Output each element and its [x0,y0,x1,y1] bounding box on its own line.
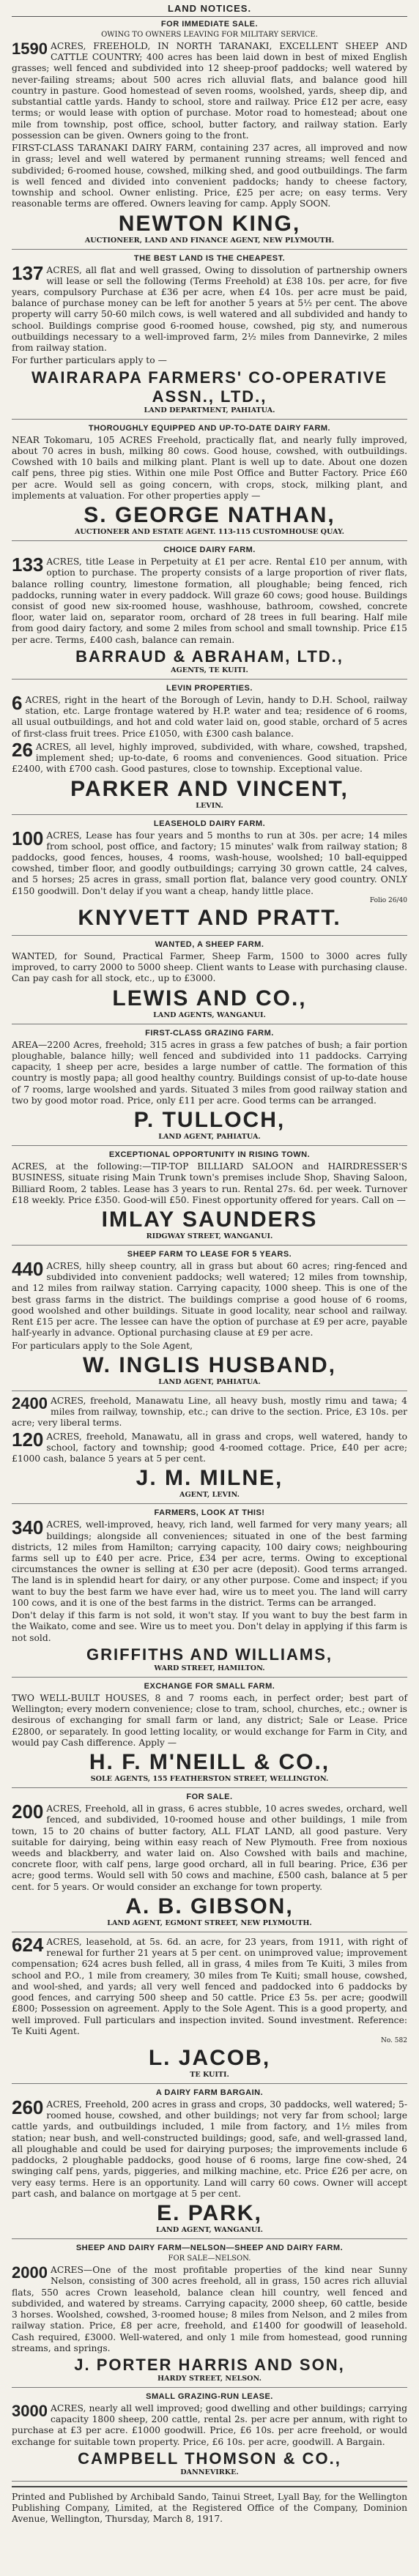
ad-text: WANTED, for Sound, Practical Farmer, Sheep Farm, 1500 to 3000 acres fully improved, to carry 2000 to 5000 sheep. Client wants to Lease with purchasing clause. Can pay cash for all stock, etc., up to £3000. [12,950,407,984]
ad-title: EXCEPTIONAL OPPORTUNITY IN RISING TOWN. [108,1150,311,1160]
ad-tail-text: For further particulars apply to — [12,355,167,366]
ad-title: THOROUGHLY EQUIPPED AND UP-TO-DATE DAIRY FARM. [88,423,331,433]
ad-text: ACRES, all flat and well grassed, Owing to dissolution of partnership owners will lease or sell the following (Terms Freehold) at £38 10s. per acre, for five years, compulsory Purchase at £36 per acre, when £4 10s. per acre must be paid, balance of purchase money can be left for another 5 years at 5½ per cent. The above property will carry 50-60 milch cows, is well watered and all subdivided and handy to school. Buildings comprise good 6-roomed house, cowshed, pig sty, and numerous outbuildings necessary to a well-improved farm, 2½ miles from Dannevirke, 2 miles from railway station. [12,264,407,354]
advertiser-name: E. PARK, [157,2201,262,2226]
advertiser-name: W. INGLIS HUSBAND, [82,1352,336,1377]
advertiser-address: AGENT, LEVIN. [179,1491,240,1500]
advertisement [12,546,407,674]
ad-separator [12,2238,407,2239]
advertisement [12,2244,407,2383]
ad-separator [12,249,407,250]
advertiser-name: WAIRARAPA FARMERS' CO-OPERATIVE ASSN., LTD., [31,368,388,406]
lead-figure: 260 [12,2096,44,2119]
ad-title: FOR IMMEDIATE SALE. [160,20,259,29]
lead-figure: 120 [12,1428,44,1451]
advertiser-address: AUCTIONEER AND ESTATE AGENT. 113-115 CUSTOMHOUSE QUAY. [74,528,344,537]
advertiser-name: PARKER AND VINCENT, [70,776,349,801]
advertisement [12,1508,407,1672]
ad-tail-text: FIRST-CLASS TARANAKI DAIRY FARM, containing 237 acres, all improved and now in grass; level and well watered by permanent running streams; well fenced and subdivided; 6-roomed house, cowshed, milking shed, and good outbuildings. The farm is well fenced and divided into convenient paddocks; handy to cheese factory, township and school. Owner enlisting. Price, £25 per acre; on easy terms. Very reasonable terms are offered. Owners leaving for camp. Apply SOON. [12,143,407,209]
ad-text: ACRES, nearly all well improved; good dwelling and other buildings; carrying capacity 1800 sheep, 200 cattle, rental 2s. per acre per annum, with right to purchase at £3 per acre. £1000 goodwill. Price, £6 10s. per acre freehold, or would exchange for suitable town property. Price, £6 10s. per acre, goodwill. A Bargain. [12,2403,407,2447]
ad-text: ACRES, leasehold, at 5s. 6d. an acre, for 23 years, from 1911, with right of renewal for further 21 years at 5 per cent. on unimproved value; improvement compensation; 624 acres bush felled, all in grass, 4 miles from Te Kuiti, 3 miles from school and P.O., 1 mile from creamery, 30 miles from Te Kuiti; small house, cowshed, and wool-shed, and yards; all very well fenced and paddocked into 6 paddocks by good fences, and carrying 500 sheep and 50 cattle. Price £3 5s. per acre; goodwill £800; Possession on agreement. Apply to the Sole Agent. This is a good property, and well improved. Full particulars and inspection invited. Sound investment. Reference: Te Kuiti Agent. [12,1936,407,2036]
advertiser-name: J. M. MILNE, [136,1466,283,1491]
ad-title: LEVIN PROPERTIES. [166,683,253,693]
advertiser-address: RIDGWAY STREET, WANGANUI. [146,1232,273,1240]
advertiser-address: WARD STREET, HAMILTON. [154,1664,265,1672]
lead-figure: 133 [12,554,44,576]
ad-title: SHEEP FARM TO LEASE FOR 5 YEARS. [127,1250,292,1259]
ad-body [12,1258,407,1339]
advertiser-address: AUCTIONEER, LAND AND FINANCE AGENT, NEW PLYMOUTH. [84,236,335,245]
ad-title: SHEEP AND DAIRY FARM—NELSON—SHEEP AND DAIRY FARM. [75,2244,344,2253]
advertisement [12,2088,407,2234]
advertiser-name: NEWTON KING, [118,211,301,236]
section-header: LAND NOTICES. [167,3,252,14]
lead-figure: 26 [12,738,33,761]
ad-body [12,1393,407,1429]
lead-figure: 340 [12,1516,44,1539]
lead-figure: 100 [12,827,44,849]
advertisement [12,940,407,1019]
advertiser-address: LAND AGENT, EGMONT STREET, NEW PLYMOUTH. [107,1918,312,1927]
ad-separator [12,2481,407,2482]
ad-tail-text: Don't delay if this farm is not sold, it won't stay. If you want to buy the best farm in the Waikato, come and see. Wire us to meet you. Don't delay in applying if this farm is not sold. [12,1610,407,1643]
ad-body [12,1428,407,1465]
footer-rule [12,2486,407,2487]
advertiser-address: LAND DEPARTMENT, PAHIATUA. [144,406,275,414]
ad-text: NEAR Tokomaru, 105 ACRES Freehold, practically flat, and nearly fully improved, about 70 acres in bush, milking 80 cows. Good house, cowshed, with outbuildings. Cowshed with 10 bails and milking plant. Plant is well up to date. About one dozen calf pens, three pig sties. Within one mile Post Office and Butter Factory. Price £60 per acre. Would sell as going concern, with crops, stock, milking plant, and implements at valuation. For other properties apply — [12,434,407,501]
header-rule [12,16,407,17]
advertiser-address: DANNEVIRKE. [180,2468,239,2476]
ad-title: FARMERS, LOOK AT THIS! [154,1508,265,1518]
advertisement [12,1393,407,1500]
ad-body [12,1933,407,2037]
ad-body [12,1803,407,1893]
ad-body [12,738,407,775]
lead-figure: 440 [12,1258,44,1280]
ad-text: ACRES, well-improved, heavy, rich land, well farmed for very many years; all buildings; alongside all conveniences; situated in one of the best farming districts, 12 miles from Hamilton; carrying capacity, 100 dairy cows; neighbouring farms sell up to £40 per acre. Price, £34 per acre, terms. Owing to exceptional circumstances the owner is selling at £30 per acre (deposit). Good terms arranged. The land is in splendid heart for dairy, or any other purpose. Come and inspect; if you want to buy the best farm we have ever had, wire us to meet you. The land will carry 100 cows, and it is one of the best farms in the district. Terms can be arranged. [12,1519,407,1608]
ad-separator [12,1145,407,1146]
ads-list [12,20,407,2482]
folio-number: Folio 26/40 [369,896,407,904]
lead-figure: 2400 [12,1393,48,1412]
ad-text: ACRES, Freehold, all in grass, 6 acres stubble, 10 acres swedes, orchard, well fenced, and subdivided, 10-roomed house and other buildings, 1 mile from town, 15 to 20 chains of butter factory, ALL FLAT LAND, all good pasture. Very suitable for dairying, being within easy reach of New Plymouth. Free from noxious weeds and blackberry, and water laid on. Also Cowshed with bails and machine, concrete floor, with calf pens, large good orchard, all in full bearing. Price, £36 per acre; good terms. Would sell with 50 cows and machine, £500 cash, balance at 5 per cent. for 5 years. Or would consider an exchange for town property. [12,1803,407,1892]
advertiser-name: KNYVETT AND PRATT. [78,905,341,930]
ad-text: ACRES, freehold, Manawatu Line, all heavy bush, mostly rimu and tawa; 4 miles from railway, township, etc.; can drive to the section. Price, £3 10s. per acre; very liberal terms. [12,1395,407,1429]
ad-subtitle: OWING TO OWNERS LEAVING FOR MILITARY SERVICE. [101,31,318,39]
advertisement [12,1933,407,2080]
ad-title: WANTED, A SHEEP FARM. [155,939,264,949]
ad-subtitle: FOR SALE—NELSON. [168,2255,251,2263]
ad-body [12,435,407,502]
ad-text: ACRES, FREEHOLD, IN NORTH TARANAKI, EXCELLENT SHEEP AND CATTLE COUNTRY; 400 acres has been laid down in best of mixed English grasses; well fenced and subdivided into 12 sheep-proof paddocks; well watered by never-failing streams; about 500 acres rich alluvial flats, and balance good hill country in pasture. Good homestead of seven rooms, woolshed, yards, sheep dip, and substantial cattle yards. Handy to school, store and railway. Price £12 per acre, easy terms; or would lease with option of purchase. Motor road to homestead; about one mile from township, post office, school, butter factory, and railway station. Early possession can be given. Owners going to the front. [12,41,407,141]
ad-text: ACRES, title Lease in Perpetuity at £1 per acre. Rental £10 per annum, with option to purchase. The property consists of a large proportion of river flats, balance rolling country, limestone formation, all ploughable; being fenced, rich paddocks, running water in every paddock. Will graze 60 cows; good house. Buildings consist of good new six-roomed house, washhouse, bathroom, cowshed, concrete floor, water laid on, separator room, orchard of 28 trees in full bearing. Half mile from good dairy factory, and some 2 miles from school and small township. Price £15 per acre. Terms, £400 cash, balance can remain. [12,556,407,645]
advertiser-name: A. B. GIBSON, [125,1894,294,1918]
advertiser-name: H. F. M'NEILL & CO., [89,1750,330,1775]
ad-title: EXCHANGE FOR SMALL FARM. [144,1681,275,1691]
advertiser-name: BARRAUD & ABRAHAM, LTD., [75,647,344,666]
ad-body [12,41,407,141]
ad-text: ACRES, right in the heart of the Borough of Levin, handy to D.H. School, railway station, etc. Large frontage watered by H.P. water and tea; residence of 6 rooms, all usual outbuildings, and hot and cold water laid on, good stable, orchard of 5 acres of first-class fruit trees. Price £1050, with £300 cash balance. [12,694,407,739]
folio-number: No. 582 [380,2037,407,2045]
advertisement [12,254,407,414]
ad-separator [12,814,407,815]
advertiser-name: L. JACOB, [148,2046,271,2071]
ad-text: ACRES, Freehold, 200 acres in grass and crops, 30 paddocks, well watered; 5-roomed house, cowshed, and other buildings; not very far from school; large cattle yards, and outbuildings included, 1 mile from factory, and 1½ miles from station; near bush, and well-constructed buildings; good, safe, and well-grassed land, all ploughable and could be used for dairying purposes; the improvements include 6 paddocks, 2 ploughable paddocks, good house of 6 rooms, large fine cow-shed, 24 swinging calf pens, yards, piggeries, and milking machine, etc. Price £26 per acre, on very easy terms. Here is an opportunity. Land will carry 60 cows. Owner will accept part cash, and balance on mortgage at 5 per cent. [12,2099,407,2199]
ad-separator [12,1677,407,1678]
lead-figure: 137 [12,261,44,284]
ad-text: AREA—2200 Acres, freehold; 315 acres in grass a few patches of bush; a fair portion ploughable, balance hilly; well fenced and subdivided into 11 paddocks. Carrying capacity, 1 sheep per acre, besides a large number of cattle. The formation of this country is mostly papa; all good healthy country. Buildings consist of up-to-date house of 7 rooms, large woolshed and yards. Situated 3 miles from good railway station and two by good motor road. Price, only £11 per acre. Good terms can be arranged. [12,1039,407,1106]
imprint-footer: Printed and Published by Archibald Sando, Tainui Street, Lyall Bay, for the Wellington Publishing Company, Limited, at the Registered Office of the Company, Dominion Avenue, Wellington, Thursday, March 8, 1917. [12,2491,407,2525]
advertisement [12,424,407,536]
ad-body [12,1161,407,1206]
advertiser-name: S. GEORGE NATHAN, [84,503,335,528]
advertisement [12,1029,407,1141]
ad-separator [12,419,407,420]
ad-title: FOR SALE. [186,1793,233,1802]
lead-figure: 200 [12,1801,44,1823]
ad-body [12,691,407,740]
ad-title: SMALL GRAZING-RUN LEASE. [146,2392,273,2401]
ad-body [12,951,407,985]
ad-tail-text: For particulars apply to the Sole Agent, [12,1340,193,1351]
advertiser-address: LAND AGENT, PAHIATUA. [158,1133,261,1142]
advertiser-address: LEVIN. [196,801,223,810]
ad-separator [12,1503,407,1504]
advertisement [12,1682,407,1783]
advertiser-address: LAND AGENT, WANGANUI. [155,2226,264,2235]
ad-text: ACRES—One of the most profitable properties of the kind near Sunny Nelson, consisting of 300 acres freehold, all in grass, 150 acres rich alluvial flats, 550 acres Crown leasehold, balance clean hill country, well fenced and subdivided, and watered by streams. Carrying capacity, 2000 sheep, 60 cattle, beside 3 horses. Woolshed, cowshed, 3-roomed house; 8 miles from Nelson, and 2 miles from railway station. Price, £8 per acre, freehold, and £1400 for goodwill of leasehold. Cash required, £3000. Well-watered, and only 1 mile from homestead, good running streams, and springs. [12,2265,407,2353]
advertiser-address: AGENTS, TE KUITI. [171,666,248,674]
ad-title: LEASEHOLD DAIRY FARM. [153,819,266,828]
ad-body [12,556,407,646]
advertiser-name: GRIFFITHS AND WILLIAMS, [86,1645,333,1664]
ad-text: ACRES, at the following:—TIP-TOP BILLIARD SALOON and HAIRDRESSER'S BUSINESS, situate rising Main Trunk town's premises include Shop, Shaving Saloon, Billiard Room, 2 tables. Lease has 3 years to run. Rental 27s. 6d. per week. Turnover £18 weekly. Price £350. Good-will £50. Finest opportunity offered for years. Call on — [12,1161,407,1205]
lead-figure: 2000 [12,2263,48,2282]
ad-separator [12,2387,407,2388]
ad-text: TWO WELL-BUILT HOUSES, 8 and 7 rooms each, in perfect order; best part of Wellington; every modern convenience; close to tram, school, churches, etc.; owner is desirous of exchanging for small farm or land, any district; Sale or Lease. Price £2800, or separately. In good letting locality, or would exchange for Farm in City, and would pay Cash difference. Apply — [12,1692,407,1748]
ad-body [12,2096,407,2200]
ad-text: ACRES, all level, highly improved, subdivided, with whare, cowshed, trapshed, implement shed; up-to-date, 6 rooms and conveniences. Good situation. Price £2400, with £700 cash. Good pastures, close to township. Exceptional value. [12,741,407,775]
lead-figure: 6 [12,691,23,714]
lead-figure: 624 [12,1933,44,1956]
ad-title: CHOICE DAIRY FARM. [163,546,256,555]
ad-text: ACRES, freehold, Manawatu, all in grass and crops, well watered, handy to school, factory and township; good 4-roomed cottage. Price, £40 per acre; £1000 cash, balance 5 years at 5 per cent. [12,1431,407,1464]
advertisement [12,2392,407,2476]
ad-separator [12,679,407,680]
ad-separator [12,935,407,936]
advertiser-address: LAND AGENTS, WANGANUI. [153,1010,266,1019]
ad-title: THE BEST LAND IS THE CHEAPEST. [133,253,286,263]
ad-separator [12,540,407,541]
advertisement [12,684,407,810]
advertiser-name: P. TULLOCH, [133,1108,286,1133]
land-notices-column [12,3,407,2534]
advertiser-address: LAND AGENT, PAHIATUA. [158,1377,261,1386]
ad-separator [12,1787,407,1788]
advertiser-address: SOLE AGENTS, 155 FEATHERSTON STREET, WELLINGTON. [90,1775,329,1784]
advertiser-name: IMLAY SAUNDERS [101,1207,318,1232]
advertiser-name: J. PORTER HARRIS AND SON, [74,2356,345,2374]
ad-body [12,1516,407,1609]
ad-title: FIRST-CLASS GRAZING FARM. [145,1028,274,1038]
ad-title: A DAIRY FARM BARGAIN. [155,2088,264,2098]
ad-separator [12,2083,407,2084]
ad-text: ACRES, hilly sheep country, all in grass but about 60 acres; ring-fenced and subdivided into convenient paddocks; well watered; 12 miles from township, and 12 miles from railway station. Carrying capacity, 1000 sheep. This is one of the best grass farms in the district. The buildings comprise a good house of 6 rooms, good woolshed and other buildings. Situate in good locality, near school and railway. Rent £15 per acre. The lessee can have the option of purchase at £9 per acre, payable half-yearly in advance. Optional purchasing clause at £9 per acre. [12,1261,407,1339]
ad-body [12,2403,407,2448]
advertiser-name: CAMPBELL THOMSON & CO., [78,2449,341,2468]
advertiser-address: TE KUITI. [190,2071,229,2080]
ad-body [12,827,407,897]
advertisement [12,20,407,245]
ad-text: ACRES, Lease has four years and 5 months to run at 30s. per acre; 14 miles from school, post office, and factory; 15 minutes' walk from railway station; 8 paddocks, good fences, houses, 4 rooms, wash-house, woolshed; 10 ball-equipped cowshed, timber floor, and goodly outbuildings; carrying 30 grown cattle, 24 calves, and 5 horses; 25 acres in grass, small portion flat, balance very good country. ONLY £150 goodwill. Don't delay if you want a cheap, handy little place. [12,830,407,896]
ad-body [12,261,407,354]
advertisement [12,1793,407,1927]
advertisement [12,1150,407,1240]
lead-figure: 1590 [12,40,48,58]
ad-body [12,2265,407,2354]
ad-body [12,1693,407,1749]
ad-body [12,1040,407,1106]
ad-separator [12,1245,407,1246]
advertiser-address: HARDY STREET, NELSON. [157,2375,262,2383]
advertisement [12,1250,407,1386]
advertisement [12,819,407,931]
lead-figure: 3000 [12,2402,48,2420]
advertiser-name: LEWIS AND CO., [112,986,307,1010]
